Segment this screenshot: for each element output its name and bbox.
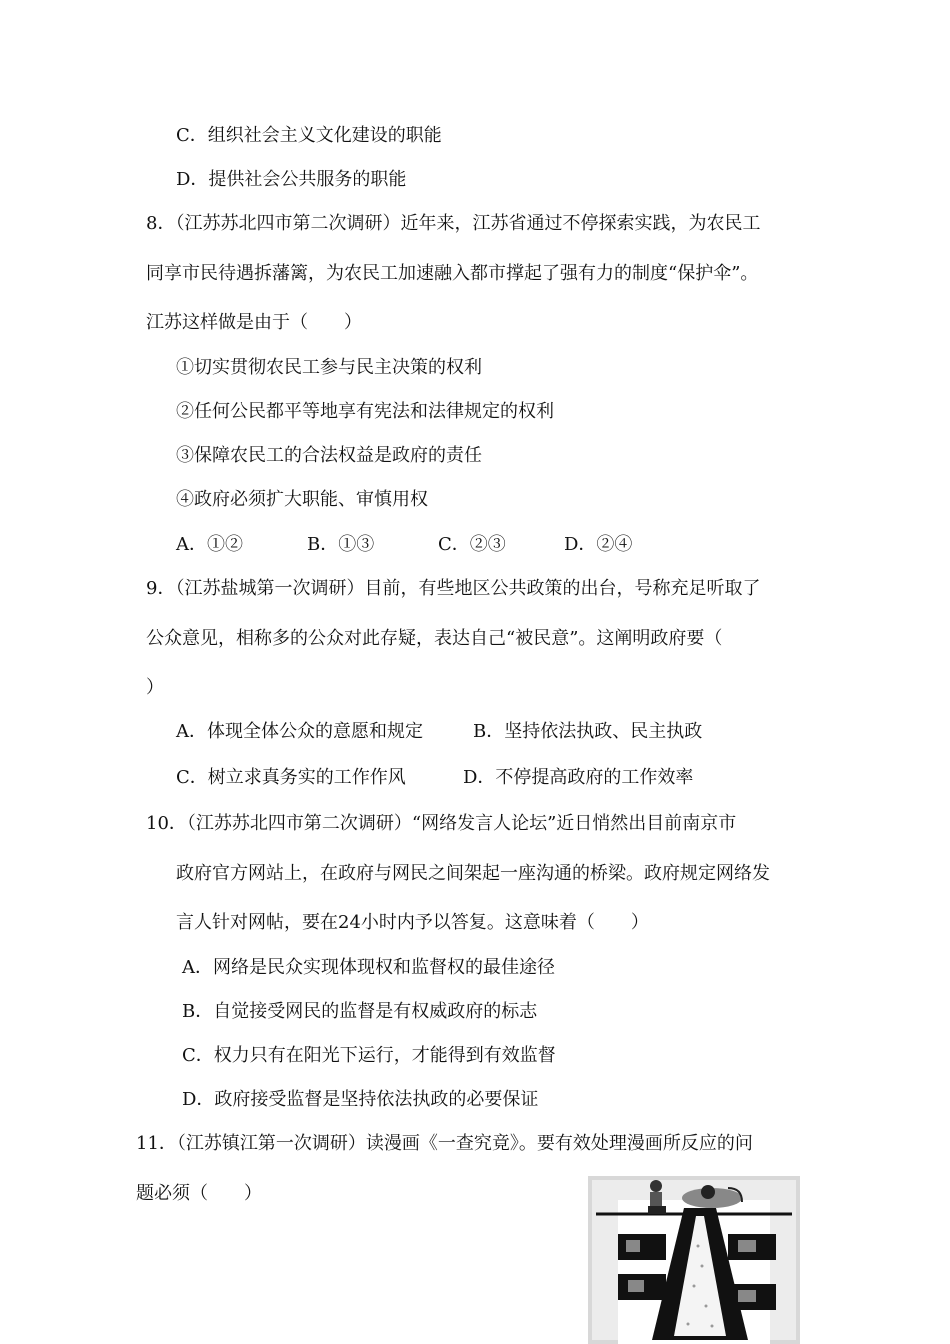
- q9-stem-line-3: ）: [146, 677, 164, 698]
- q10-option-c: C．权力只有在阳光下运行，才能得到有效监督: [182, 1045, 556, 1066]
- q9-option-a: A．体现全体公众的意愿和规定: [176, 721, 423, 742]
- q9-options-row-2: [176, 766, 693, 790]
- q10-option-a: A．网络是民众实现体现权和监督权的最佳途径: [182, 957, 555, 978]
- comic-panel-upper-left: [618, 1234, 666, 1260]
- q11-stem-line-1: 11．（江苏镇江第一次调研）读漫画《一查究竟》。要有效处理漫画所反应的问: [136, 1133, 753, 1154]
- q7-option-d: D．提供社会公共服务的职能: [176, 169, 407, 190]
- q10-stem-line-3: 言人针对网帖，要在24小时内予以答复。这意味着（ ）: [176, 912, 649, 933]
- q8-option-a: A．①②: [176, 534, 243, 555]
- q8-item-4: ④政府必须扩大职能、审慎用权: [176, 489, 428, 510]
- q8-options-row: [176, 533, 632, 557]
- q9-option-b: B．坚持依法执政、民主执政: [473, 721, 703, 742]
- q9-stem-line-1: 9．（江苏盐城第一次调研）目前，有些地区公共政策的出台，号称充足听取了: [146, 578, 761, 599]
- q9-option-c: C．树立求真务实的工作作风: [176, 767, 406, 788]
- q8-option-c: C．②③: [438, 534, 506, 555]
- q10-option-b: B．自觉接受网民的监督是有权威政府的标志: [182, 1001, 538, 1022]
- q8-item-1: ①切实贯彻农民工参与民主决策的权利: [176, 357, 482, 378]
- q9-options-row-1: [176, 720, 702, 744]
- q8-stem-line-2: 同享市民待遇拆藩篱，为农民工加速融入都市撑起了强有力的制度“保护伞”。: [146, 263, 759, 284]
- q7-option-c: C．组织社会主义文化建设的职能: [176, 125, 442, 146]
- q8-stem-line-1: 8．（江苏苏北四市第二次调研）近年来，江苏省通过不停探索实践，为农民工: [146, 213, 761, 234]
- q9-option-d: D．不停提高政府的工作效率: [463, 767, 694, 788]
- q8-stem-line-3: 江苏这样做是由于（ ）: [146, 312, 362, 333]
- q8-option-b: B．①③: [307, 534, 375, 555]
- comic-illustration: [588, 1176, 800, 1344]
- q9-stem-line-2: 公众意见，相称多的公众对此存疑，表达自己“被民意”。这阐明政府要（: [146, 628, 723, 649]
- q8-option-d: D．②④: [564, 534, 633, 555]
- q8-item-3: ③保障农民工的合法权益是政府的责任: [176, 445, 482, 466]
- q8-item-2: ②任何公民都平等地享有宪法和法律规定的权利: [176, 401, 554, 422]
- q10-stem-line-2: 政府官方网站上，在政府与网民之间架起一座沟通的桥梁。政府规定网络发: [176, 863, 770, 884]
- q10-stem-line-1: 10．（江苏苏北四市第二次调研）“网络发言人论坛”近日悄然出目前南京市: [146, 813, 737, 834]
- q10-option-d: D．政府接受监督是坚持依法执政的必要保证: [182, 1089, 539, 1110]
- q11-stem-line-2: 题必须（ ）: [136, 1183, 262, 1204]
